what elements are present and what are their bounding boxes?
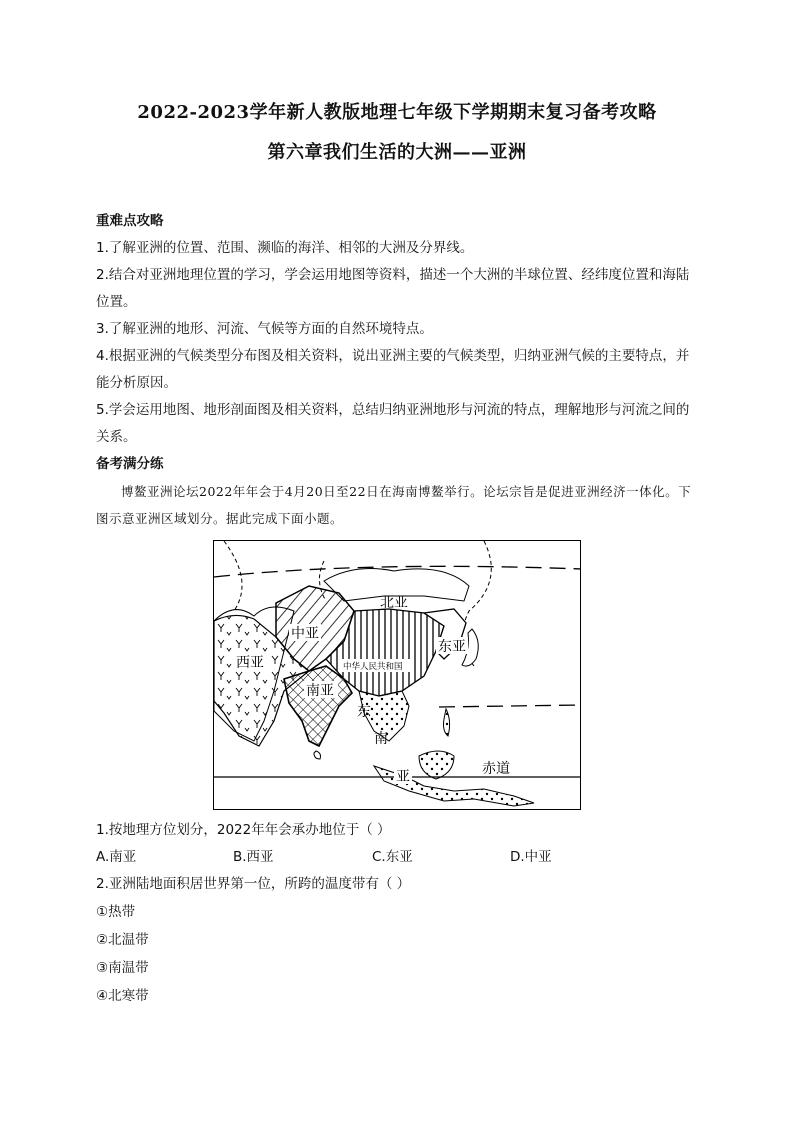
key-point-5: 5.学会运用地图、地形剖面图及相关资料，总结归纳亚洲地形与河流的特点，理解地形与河流之间的关系。 (96, 402, 690, 445)
questions-section (96, 817, 700, 1010)
practice-heading: 备考满分练 (96, 456, 164, 472)
label-southeast-2: 南 (374, 731, 388, 747)
q1-option-d[interactable]: D.中亚 (510, 849, 552, 865)
label-southeast-1: 东 (357, 704, 371, 720)
q2-choice-4: ④北寒带 (96, 988, 149, 1004)
question-1-options (96, 844, 700, 871)
question-2-text: 2.亚洲陆地面积居世界第一位，所跨的温度带有（ ） (96, 876, 411, 892)
q2-choice-2: ②北温带 (96, 932, 149, 948)
borneo-island (419, 751, 454, 779)
label-central-asia: 中亚 (291, 626, 319, 642)
label-equator: 赤道 (482, 761, 510, 777)
q1-option-c[interactable]: C.东亚 (372, 849, 413, 865)
key-point-4: 4.根据亚洲的气候类型分布图及相关资料，说出亚洲主要的气候类型，归纳亚洲气候的主要特点，并能分析原因。 (96, 348, 690, 391)
label-southeast-3: 亚 (396, 769, 410, 785)
map-svg (214, 541, 581, 810)
key-point-1: 1.了解亚洲的位置、范围、濒临的海洋、相邻的大洲及分界线。 (96, 240, 474, 256)
q1-option-a[interactable]: A.南亚 (96, 849, 137, 865)
label-east-asia: 东亚 (438, 639, 466, 655)
q1-option-b[interactable]: B.西亚 (233, 849, 274, 865)
key-points-section (96, 208, 700, 532)
chapter-title: 第六章我们生活的大洲——亚洲 (267, 142, 527, 163)
key-point-2: 2.结合对亚洲地理位置的学习，学会运用地图等资料，描述一个大洲的半球位置、经纬度位置和海陆位置。 (96, 267, 690, 310)
label-north-asia: 北亚 (380, 595, 408, 611)
q2-choice-1: ①热带 (96, 904, 136, 920)
label-china: 中华人民共和国 (343, 662, 403, 672)
document-title: 2022-2023学年新人教版地理七年级下学期期末复习备考攻略 (137, 102, 657, 123)
key-points-heading: 重难点攻略 (96, 213, 164, 229)
sri-lanka (314, 751, 321, 759)
question-1-text: 1.按地理方位划分，2022年年会承办地位于（ ） (96, 822, 391, 838)
tropic-line (439, 705, 581, 707)
label-south-asia: 南亚 (306, 683, 334, 699)
key-point-3: 3.了解亚洲的地形、河流、气候等方面的自然环境特点。 (96, 321, 433, 337)
label-west-asia: 西亚 (236, 655, 264, 671)
region-south-asia (284, 666, 352, 746)
philippines-islands (444, 709, 450, 736)
q2-choice-3: ③南温带 (96, 960, 149, 976)
practice-intro: 博鳌亚洲论坛2022年年会于4月20日至22日在海南博鳌举行。论坛宗旨是促进亚洲经济一体化。下图示意亚洲区域划分。据此完成下面小题。 (96, 484, 692, 526)
asia-region-map (213, 540, 581, 810)
